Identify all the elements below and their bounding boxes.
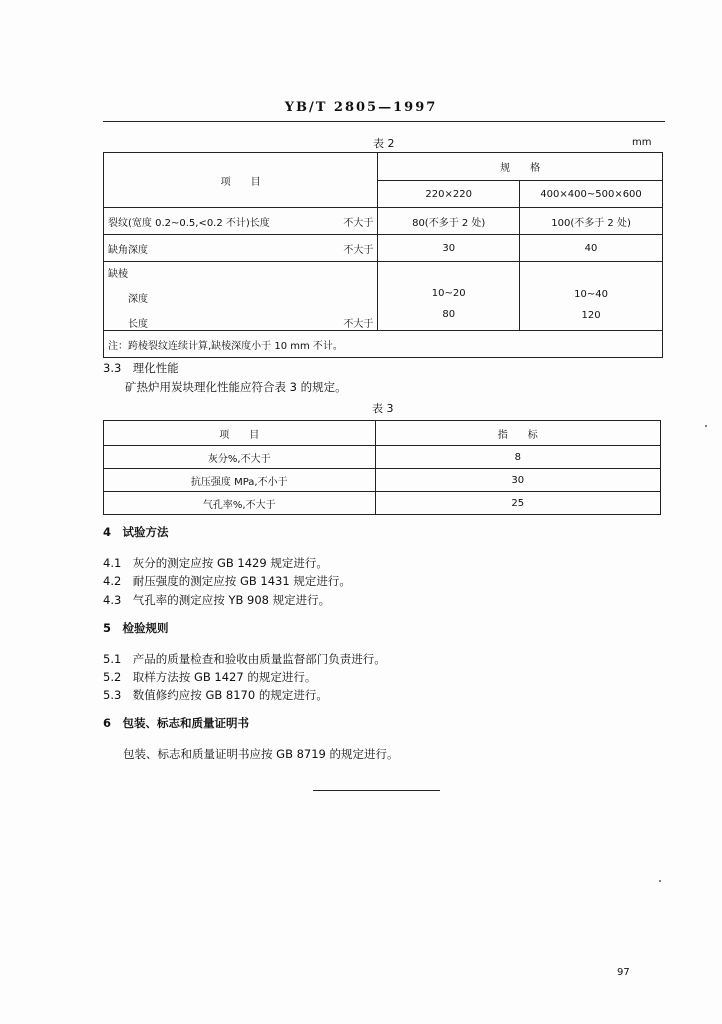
scan-speck (705, 425, 707, 427)
section-3-3-heading: 3.3 理化性能 (103, 361, 179, 375)
table2-spec-header: 规 格 (378, 153, 663, 181)
table-row (104, 446, 661, 469)
table-row (104, 469, 661, 492)
table3-caption: 表 3 (372, 402, 394, 415)
edge-depth-value-2: 10~40 (574, 289, 608, 300)
row-item: 气孔率%,不大于 (104, 492, 376, 515)
section-5-2: 5.2 取样方法按 GB 1427 的规定进行。 (103, 670, 317, 684)
table2 (103, 152, 663, 358)
row-item: 裂纹(宽度 0.2~0.5,<0.2 不计)长度 (108, 217, 270, 229)
section-4-heading: 4 试验方法 (103, 525, 169, 539)
section-4-2: 4.2 耐压强度的测定应按 GB 1431 规定进行。 (103, 574, 351, 588)
row-value-1: 80(不多于 2 处) (378, 208, 520, 235)
row-value: 25 (375, 492, 661, 515)
header-rule (103, 121, 665, 122)
table-row (104, 262, 663, 331)
row-value-2: 40 (520, 235, 663, 262)
table-row (104, 208, 663, 235)
end-rule (313, 790, 440, 791)
row-value: 30 (375, 469, 661, 492)
table-row (104, 492, 661, 515)
table-row (104, 235, 663, 262)
table2-item-header: 项 目 (104, 153, 378, 208)
section-6-heading: 6 包装、标志和质量证明书 (103, 716, 250, 730)
edge-depth-label: 深度 (128, 294, 148, 305)
table2-note: 注：跨棱裂纹连续计算,缺棱深度小于 10 mm 不计。 (104, 331, 663, 358)
section-4-1: 4.1 灰分的测定应按 GB 1429 规定进行。 (103, 556, 328, 570)
edge-length-value-1: 80 (442, 309, 456, 320)
scan-speck (659, 880, 661, 882)
edge-limit: 不大于 (343, 319, 374, 330)
row-value: 8 (375, 446, 661, 469)
row-limit: 不大于 (343, 217, 374, 229)
row-value-1: 30 (378, 235, 520, 262)
table3 (103, 420, 661, 515)
page-number: 97 (617, 967, 630, 978)
edge-length-value-2: 120 (581, 310, 601, 321)
row-item: 抗压强度 MPa,不小于 (104, 469, 376, 492)
edge-length-label: 长度 (128, 319, 148, 330)
table2-size-2: 400×400~500×600 (520, 181, 663, 208)
section-6-body: 包装、标志和质量证明书应按 GB 8719 的规定进行。 (123, 747, 399, 761)
section-5-heading: 5 检验规则 (103, 621, 169, 635)
edge-depth-value-1: 10~20 (431, 288, 466, 299)
table3-index-header: 指 标 (375, 421, 661, 446)
row-limit: 不大于 (343, 244, 374, 256)
section-5-3: 5.3 数值修约应按 GB 8170 的规定进行。 (103, 688, 328, 702)
section-4-3: 4.3 气孔率的测定应按 YB 908 规定进行。 (103, 593, 331, 607)
table2-unit: mm (632, 137, 652, 148)
row-item: 缺角深度 (108, 244, 148, 256)
edge-item: 缺棱 (108, 269, 128, 280)
section-3-3-body: 矿热炉用炭块理化性能应符合表 3 的规定。 (125, 380, 347, 394)
section-5-1: 5.1 产品的质量检查和验收由质量监督部门负责进行。 (103, 652, 386, 666)
table3-item-header: 项 目 (104, 421, 376, 446)
document-header: YB/T 2805—1997 (284, 100, 438, 115)
table2-caption: 表 2 (373, 137, 395, 150)
row-value-2: 100(不多于 2 处) (520, 208, 663, 235)
row-item: 灰分%,不大于 (104, 446, 376, 469)
table2-size-1: 220×220 (378, 181, 520, 208)
